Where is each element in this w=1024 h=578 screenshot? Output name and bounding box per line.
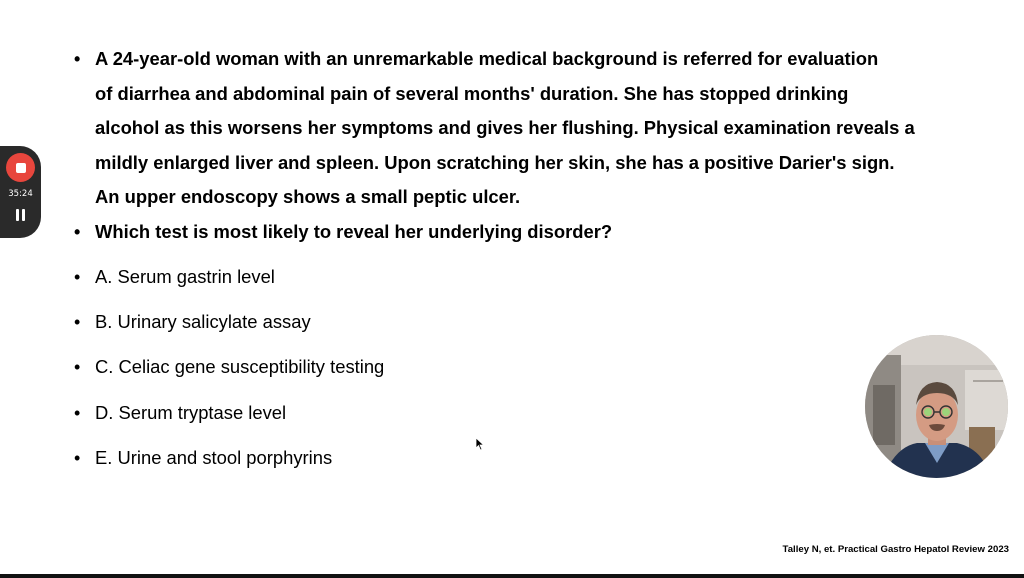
pause-recording-button[interactable] [15, 209, 26, 221]
mouse-cursor-icon [475, 437, 485, 451]
bullet: • [74, 447, 81, 468]
screen-recorder-widget [0, 146, 41, 238]
stop-icon [16, 163, 26, 173]
option-text: E. Urine and stool porphyrins [95, 446, 333, 468]
bottom-bar [0, 574, 1024, 578]
presenter-webcam [865, 335, 1008, 478]
option-text: A. Serum gastrin level [95, 265, 275, 287]
option-text: B. Urinary salicylate assay [95, 311, 311, 333]
question [70, 219, 1005, 245]
option-text: C. Celiac gene susceptibility testing [95, 356, 385, 378]
citation: Talley N, et. Practical Gastro Hepatol Review 2023 [782, 544, 1009, 555]
answer-option-b [70, 309, 1005, 335]
answer-option-e [70, 445, 1005, 471]
answer-option-c [70, 354, 1005, 380]
pause-icon [16, 209, 19, 221]
bullet: • [74, 266, 81, 287]
case-stem [70, 42, 1005, 215]
answer-option-a [70, 264, 1005, 290]
pause-icon [22, 209, 25, 221]
webcam-feed [865, 335, 1008, 478]
stem-line: of diarrhea and abdominal pain of several months' duration. She has stopped drinking [95, 82, 849, 104]
bullet: • [74, 312, 81, 333]
bullet: • [74, 221, 81, 242]
bullet: • [74, 49, 81, 69]
option-text: D. Serum tryptase level [95, 401, 287, 423]
stem-line: alcohol as this worsens her symptoms and gives her flushing. Physical examination reveals a [95, 117, 915, 138]
stem-line: An upper endoscopy shows a small peptic ulcer. [95, 186, 521, 207]
recording-timer: 35:24 [8, 189, 33, 199]
stem-line: mildly enlarged liver and spleen. Upon scratching her skin, she has a positive Darier's sign. [95, 151, 895, 173]
bullet: • [74, 357, 81, 378]
question-text: Which test is most likely to reveal her underlying disorder? [95, 220, 613, 242]
stop-recording-button[interactable] [6, 153, 35, 182]
stem-line: A 24-year-old woman with an unremarkable medical background is referred for evaluation [95, 48, 879, 69]
bullet: • [74, 402, 81, 423]
